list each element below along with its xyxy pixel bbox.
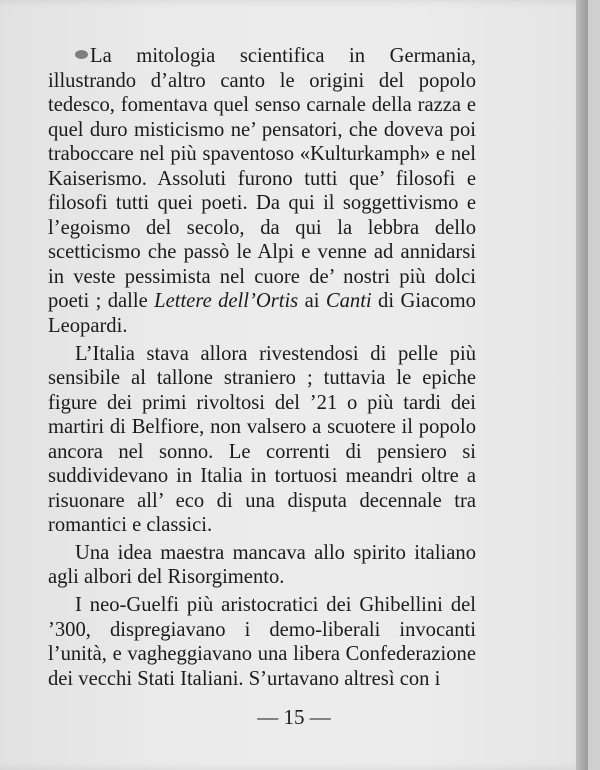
title-lettere-ortis: Lettere dell’Ortis: [154, 290, 299, 313]
paragraph-2-run-1: L’Italia stava allora rivestendosi di pelle più sensibile al tallone straniero ; tuttavia le epiche figure dei primi rivoltosi del ’21 o più tardi dei martiri di Belfiore, non valsero a scuotere il popolo ancora nel sonno. Le correnti di pensiero si suddividevano in Italia in tortuosi meandri oltre a risuonare all’ eco di una disputa decennale tra romantici e classici.: [48, 342, 476, 537]
ink-blot-mark: [75, 50, 88, 59]
body-text: [48, 44, 476, 691]
paragraph-3: [48, 541, 476, 590]
title-canti: Canti: [325, 290, 372, 313]
paragraph-1: [48, 44, 476, 339]
paragraph-1-run-3: di Giacomo Leopardi.: [48, 290, 476, 338]
paragraph-1-run-2: ai: [298, 290, 326, 313]
paragraph-4: [48, 593, 476, 691]
paragraph-4-run-1: I neo-Guelfi più aristocratici dei Ghibellini del ’300, dispregiavano i demo-liberali invocanti l’unità, e vagheggiavano una libera Confederazione dei vecchi Stati Italiani. S’urtavano altresì con i: [48, 594, 476, 690]
page-number: — 15 —: [257, 705, 331, 729]
page-edge-shadow: [576, 0, 588, 770]
paragraph-3-run-1: Una idea maestra mancava allo spirito italiano agli albori del Risorgimento.: [48, 541, 476, 589]
paragraph-2: [48, 342, 476, 538]
paragraph-1-run-1: La mitologia scientifica in Germania, illustrando d’altro canto le origini del popolo tedesco, fomentava quel senso carnale della razza e quel duro misticismo ne’ pensatori, che doveva poi traboccare nel più spaventoso «Kulturkamph» e nel Kaiserismo. Assoluti furono tutti que’ filosofi e filosofi tutti quei poeti. Da qui il soggettivismo e l’egoismo del secolo, da qui la lebbra dello scetticismo che passò le Alpi e venne ad annidarsi in veste pessimista nel cuore de’ nostri più dolci poeti ; dalle: [48, 45, 476, 313]
